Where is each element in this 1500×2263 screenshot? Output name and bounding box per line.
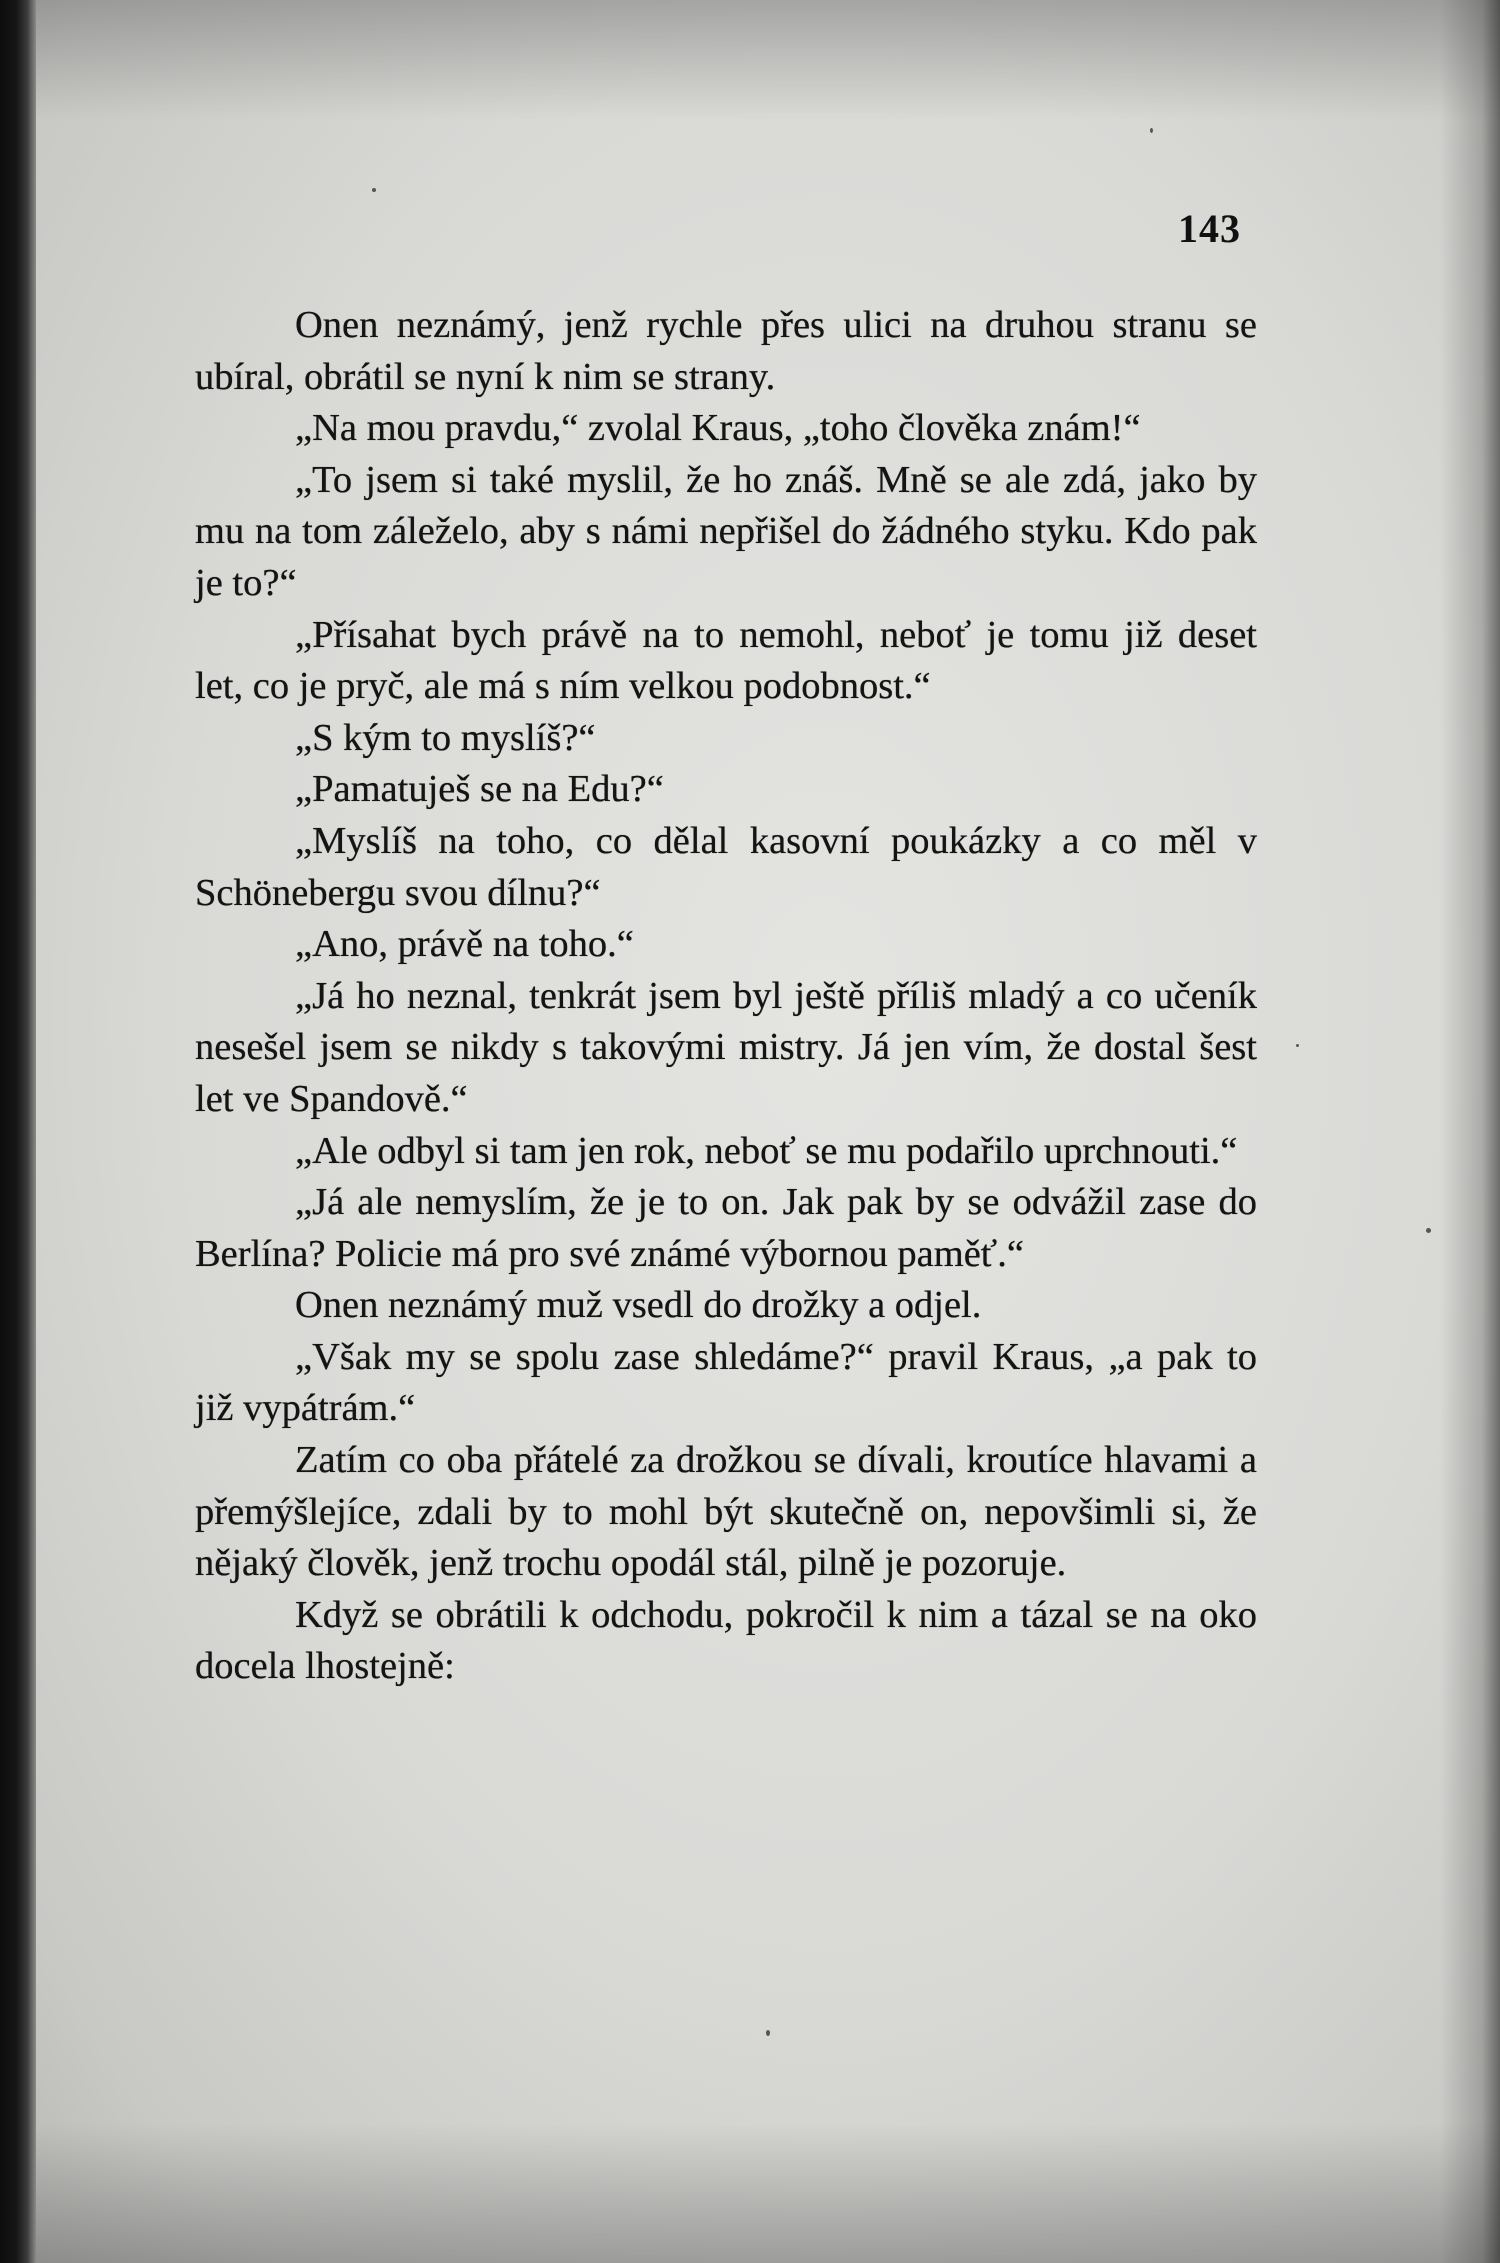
- body-text: [195, 300, 1257, 1693]
- paragraph: Když se obrátili k odchodu, pokročil k nim a tázal se na oko docela lhostejně:: [195, 1593, 1257, 1688]
- paragraph: „Přísahat bych právě na to nemohl, neboť je tomu již deset let, co je pryč, ale má s ním velkou podobnost.“: [195, 613, 1257, 708]
- book-binding-shadow: [0, 0, 36, 2263]
- page-number: 143: [1178, 206, 1241, 251]
- paragraph: „Pamatuješ se na Edu?“: [295, 768, 664, 811]
- top-edge-shadow: [0, 0, 1500, 120]
- right-edge-shadow: [1440, 0, 1500, 2263]
- paper-speck: [766, 2030, 770, 2036]
- paragraph: „Ano, právě na toho.“: [295, 923, 634, 966]
- paragraph: „Ale odbyl si tam jen rok, neboť se mu podařilo uprchnouti.“: [295, 1129, 1238, 1172]
- paragraph: „Já ho neznal, tenkrát jsem byl ještě příliš mladý a co učeník nesešel jsem se nikdy s takovými mistry. Já jen vím, že dostal šest let ve Spandově.“: [195, 974, 1257, 1120]
- paper-speck: [1150, 128, 1153, 133]
- paragraph: „Však my se spolu zase shledáme?“ pravil Kraus, „a pak to již vypátrám.“: [195, 1335, 1257, 1430]
- paragraph: „S kým to myslíš?“: [295, 716, 596, 759]
- paper-speck: [1296, 1044, 1299, 1047]
- paragraph: „Myslíš na toho, co dělal kasovní poukázky a co měl v Schönebergu svou dílnu?“: [195, 819, 1257, 914]
- paragraph: Onen neznámý, jenž rychle přes ulici na druhou stranu se ubíral, obrátil se nyní k nim se strany.: [195, 304, 1257, 398]
- paragraph: „To jsem si také myslil, že ho znáš. Mně se ale zdá, jako by mu na tom záleželo, aby s námi nepřišel do žádného styku. Kdo pak je to?“: [195, 458, 1257, 604]
- paragraph: „Já ale nemyslím, že je to on. Jak pak by se odvážil zase do Berlína? Policie má pro své známé výbornou paměť.“: [195, 1181, 1257, 1275]
- paragraph: „Na mou pravdu,“ zvolal Kraus, „toho člověka znám!“: [295, 407, 1141, 450]
- paragraph: Zatím co oba přátelé za drožkou se dívali, kroutíce hlavami a přemýšlejíce, zdali by to mohl být skutečně on, nepovšimli si, že nějaký člověk, jenž trochu opodál stál, pilně je pozoruje.: [195, 1439, 1257, 1585]
- paper-speck: [372, 188, 376, 192]
- paper-speck: [1426, 1228, 1431, 1233]
- bottom-edge-shadow: [0, 2123, 1500, 2263]
- paragraph: Onen neznámý muž vsedl do drožky a odjel.: [295, 1284, 982, 1327]
